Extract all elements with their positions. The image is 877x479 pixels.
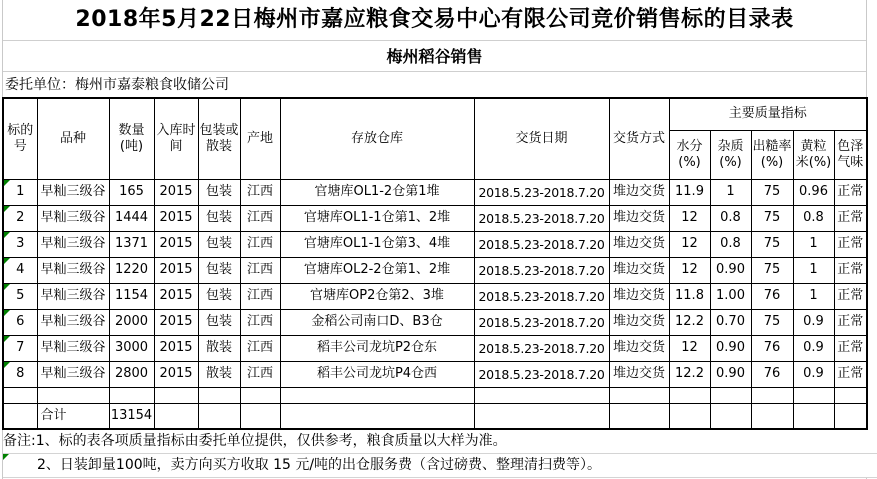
cell-delivery-date: 2018.5.23-2018.7.20 bbox=[474, 179, 609, 205]
cell-yellow-grain: 0.9 bbox=[793, 361, 834, 387]
cell-warehouse: 官塘库OL1-2仓第1堆 bbox=[280, 179, 474, 205]
cell-packing: 包装 bbox=[198, 205, 240, 231]
empty-cell bbox=[609, 387, 669, 403]
cell-impurity: 0.90 bbox=[710, 335, 751, 361]
note-1: 备注:1、标的表各项质量指标由委托单位提供，仅供参考，粮食质量以大样为准。 bbox=[3, 430, 877, 454]
cell-packing: 包装 bbox=[198, 283, 240, 309]
cell-lot: 8 bbox=[3, 361, 37, 387]
table-row bbox=[3, 335, 867, 361]
cell-brown-rice-rate: 75 bbox=[751, 231, 793, 257]
cell-impurity: 0.90 bbox=[710, 361, 751, 387]
col-header-packing: 包装或散装 bbox=[198, 98, 240, 179]
cell-color-odor: 正常 bbox=[834, 205, 867, 231]
empty-cell bbox=[793, 387, 834, 403]
cell-storage-time: 2015 bbox=[154, 257, 198, 283]
cell-color-odor: 正常 bbox=[834, 179, 867, 205]
col-header-yellow-grain: 黄粒米(%) bbox=[793, 130, 834, 179]
cell-packing: 包装 bbox=[198, 179, 240, 205]
cell-storage-time: 2015 bbox=[154, 335, 198, 361]
total-label: 合计 bbox=[37, 403, 109, 429]
cell-quantity: 2000 bbox=[109, 309, 154, 335]
cell-warehouse: 稻丰公司龙坑P4仓西 bbox=[280, 361, 474, 387]
cell-delivery-date: 2018.5.23-2018.7.20 bbox=[474, 205, 609, 231]
cell-moisture: 12.2 bbox=[669, 361, 710, 387]
cell-warehouse: 官塘库OL2-2仓第1、2堆 bbox=[280, 257, 474, 283]
cell-color-odor: 正常 bbox=[834, 231, 867, 257]
cell-storage-time: 2015 bbox=[154, 283, 198, 309]
table-row bbox=[3, 231, 867, 257]
col-header-lot: 标的号 bbox=[3, 98, 37, 179]
cell-lot: 4 bbox=[3, 257, 37, 283]
cell-delivery-date: 2018.5.23-2018.7.20 bbox=[474, 309, 609, 335]
cell-origin: 江西 bbox=[240, 335, 280, 361]
cell-moisture: 12 bbox=[669, 205, 710, 231]
col-header-impurity: 杂质(%) bbox=[710, 130, 751, 179]
cell-yellow-grain: 0.8 bbox=[793, 205, 834, 231]
cell-yellow-grain: 1 bbox=[793, 257, 834, 283]
cell-color-odor: 正常 bbox=[834, 309, 867, 335]
cell-origin: 江西 bbox=[240, 283, 280, 309]
cell-impurity: 0.70 bbox=[710, 309, 751, 335]
cell-variety: 早籼三级谷 bbox=[37, 309, 109, 335]
cell-impurity: 0.8 bbox=[710, 205, 751, 231]
col-header-delivery-method: 交货方式 bbox=[609, 98, 669, 179]
cell-warehouse: 官塘库OL1-1仓第3、4堆 bbox=[280, 231, 474, 257]
cell-variety: 早籼三级谷 bbox=[37, 205, 109, 231]
cell-moisture: 11.9 bbox=[669, 179, 710, 205]
cell-storage-time: 2015 bbox=[154, 309, 198, 335]
cell-delivery-method: 堆边交货 bbox=[609, 257, 669, 283]
cell-origin: 江西 bbox=[240, 309, 280, 335]
cell-lot: 6 bbox=[3, 309, 37, 335]
table-row bbox=[3, 179, 867, 205]
cell-delivery-method: 堆边交货 bbox=[609, 283, 669, 309]
cell-impurity: 1 bbox=[710, 179, 751, 205]
cell-quantity: 1371 bbox=[109, 231, 154, 257]
cell-lot: 5 bbox=[3, 283, 37, 309]
cell-storage-time: 2015 bbox=[154, 231, 198, 257]
cell-yellow-grain: 1 bbox=[793, 283, 834, 309]
cell-packing: 包装 bbox=[198, 231, 240, 257]
cell-yellow-grain: 0.9 bbox=[793, 309, 834, 335]
cell-variety: 早籼三级谷 bbox=[37, 179, 109, 205]
cell-origin: 江西 bbox=[240, 231, 280, 257]
col-header-storage-time: 入库时间 bbox=[154, 98, 198, 179]
cell-variety: 早籼三级谷 bbox=[37, 257, 109, 283]
cell-variety: 早籼三级谷 bbox=[37, 231, 109, 257]
cell-delivery-date: 2018.5.23-2018.7.20 bbox=[474, 231, 609, 257]
cell-variety: 早籼三级谷 bbox=[37, 361, 109, 387]
cell-origin: 江西 bbox=[240, 361, 280, 387]
cell-delivery-date: 2018.5.23-2018.7.20 bbox=[474, 335, 609, 361]
total-row bbox=[3, 403, 867, 429]
col-header-quantity: 数量(吨) bbox=[109, 98, 154, 179]
cell-warehouse: 官塘库OP2仓第2、3堆 bbox=[280, 283, 474, 309]
empty-cell bbox=[474, 387, 609, 403]
cell-yellow-grain: 0.96 bbox=[793, 179, 834, 205]
cell-color-odor: 正常 bbox=[834, 335, 867, 361]
cell-lot: 2 bbox=[3, 205, 37, 231]
cell-yellow-grain: 1 bbox=[793, 231, 834, 257]
col-header-variety: 品种 bbox=[37, 98, 109, 179]
cell-delivery-date: 2018.5.23-2018.7.20 bbox=[474, 257, 609, 283]
page-title: 2018年5月22日梅州市嘉应粮食交易中心有限公司竞价销售标的目录表 bbox=[3, 0, 866, 41]
empty-cell bbox=[154, 387, 198, 403]
cell-impurity: 0.8 bbox=[710, 231, 751, 257]
empty-cell bbox=[669, 387, 710, 403]
cell-origin: 江西 bbox=[240, 179, 280, 205]
entrust-unit: 委托单位：梅州市嘉泰粮食收储公司 bbox=[3, 73, 866, 97]
empty-cell bbox=[834, 387, 867, 403]
table-row bbox=[3, 257, 867, 283]
cell-delivery-method: 堆边交货 bbox=[609, 309, 669, 335]
cell-brown-rice-rate: 75 bbox=[751, 205, 793, 231]
col-header-color-odor: 色泽气味 bbox=[834, 130, 867, 179]
cell-packing: 散装 bbox=[198, 361, 240, 387]
cell-delivery-method: 堆边交货 bbox=[609, 335, 669, 361]
empty-cell bbox=[240, 387, 280, 403]
cell-moisture: 11.8 bbox=[669, 283, 710, 309]
cell-packing: 包装 bbox=[198, 309, 240, 335]
cell-packing: 散装 bbox=[198, 335, 240, 361]
cell-storage-time: 2015 bbox=[154, 179, 198, 205]
cell-moisture: 12 bbox=[669, 257, 710, 283]
col-header-quality-group: 主要质量指标 bbox=[669, 98, 867, 130]
cell-delivery-method: 堆边交货 bbox=[609, 205, 669, 231]
cell-yellow-grain: 0.9 bbox=[793, 335, 834, 361]
cell-moisture: 12 bbox=[669, 231, 710, 257]
cell-lot: 3 bbox=[3, 231, 37, 257]
cell-color-odor: 正常 bbox=[834, 283, 867, 309]
cell-color-odor: 正常 bbox=[834, 361, 867, 387]
catalog-table bbox=[2, 97, 868, 430]
cell-quantity: 1444 bbox=[109, 205, 154, 231]
cell-brown-rice-rate: 75 bbox=[751, 309, 793, 335]
table-row bbox=[3, 283, 867, 309]
cell-warehouse: 金稻公司南口D、B3仓 bbox=[280, 309, 474, 335]
cell-quantity: 3000 bbox=[109, 335, 154, 361]
table-row bbox=[3, 205, 867, 231]
table-row bbox=[3, 361, 867, 387]
cell-brown-rice-rate: 76 bbox=[751, 335, 793, 361]
cell-color-odor: 正常 bbox=[834, 257, 867, 283]
page-subtitle: 梅州稻谷销售 bbox=[3, 42, 866, 72]
cell-quantity: 2800 bbox=[109, 361, 154, 387]
col-header-brown-rice-rate: 出糙率(%) bbox=[751, 130, 793, 179]
empty-cell bbox=[280, 387, 474, 403]
cell-storage-time: 2015 bbox=[154, 361, 198, 387]
cell-warehouse: 官塘库OL1-1仓第1、2堆 bbox=[280, 205, 474, 231]
cell-moisture: 12.2 bbox=[669, 309, 710, 335]
cell-variety: 早籼三级谷 bbox=[37, 335, 109, 361]
cell-variety: 早籼三级谷 bbox=[37, 283, 109, 309]
empty-cell bbox=[710, 387, 751, 403]
cell-brown-rice-rate: 76 bbox=[751, 361, 793, 387]
cell-delivery-method: 堆边交货 bbox=[609, 179, 669, 205]
note-2: 2、日装卸量100吨，卖方向买方收取 15 元/吨的出仓服务费（含过磅费、整理清扫费等）。 bbox=[3, 454, 877, 478]
table-row bbox=[3, 309, 867, 335]
col-header-origin: 产地 bbox=[240, 98, 280, 179]
cell-impurity: 0.90 bbox=[710, 257, 751, 283]
cell-warehouse: 稻丰公司龙坑P2仓东 bbox=[280, 335, 474, 361]
empty-cell bbox=[109, 387, 154, 403]
cell-brown-rice-rate: 75 bbox=[751, 179, 793, 205]
cell-packing: 包装 bbox=[198, 257, 240, 283]
cell-delivery-date: 2018.5.23-2018.7.20 bbox=[474, 361, 609, 387]
col-header-warehouse: 存放仓库 bbox=[280, 98, 474, 179]
col-header-delivery-date: 交货日期 bbox=[474, 98, 609, 179]
cell-origin: 江西 bbox=[240, 257, 280, 283]
cell-quantity: 1154 bbox=[109, 283, 154, 309]
total-empty-lot bbox=[3, 403, 37, 429]
empty-cell bbox=[3, 387, 37, 403]
cell-delivery-method: 堆边交货 bbox=[609, 231, 669, 257]
empty-cell bbox=[37, 387, 109, 403]
cell-storage-time: 2015 bbox=[154, 205, 198, 231]
empty-cell bbox=[751, 387, 793, 403]
cell-lot: 1 bbox=[3, 179, 37, 205]
empty-row bbox=[3, 387, 867, 403]
col-header-moisture: 水分(%) bbox=[669, 130, 710, 179]
total-quantity: 13154 bbox=[109, 403, 154, 429]
cell-lot: 7 bbox=[3, 335, 37, 361]
cell-quantity: 165 bbox=[109, 179, 154, 205]
cell-delivery-method: 堆边交货 bbox=[609, 361, 669, 387]
cell-brown-rice-rate: 76 bbox=[751, 283, 793, 309]
cell-delivery-date: 2018.5.23-2018.7.20 bbox=[474, 283, 609, 309]
cell-moisture: 12 bbox=[669, 335, 710, 361]
empty-cell bbox=[198, 387, 240, 403]
cell-brown-rice-rate: 75 bbox=[751, 257, 793, 283]
cell-quantity: 1220 bbox=[109, 257, 154, 283]
cell-origin: 江西 bbox=[240, 205, 280, 231]
cell-impurity: 1.00 bbox=[710, 283, 751, 309]
